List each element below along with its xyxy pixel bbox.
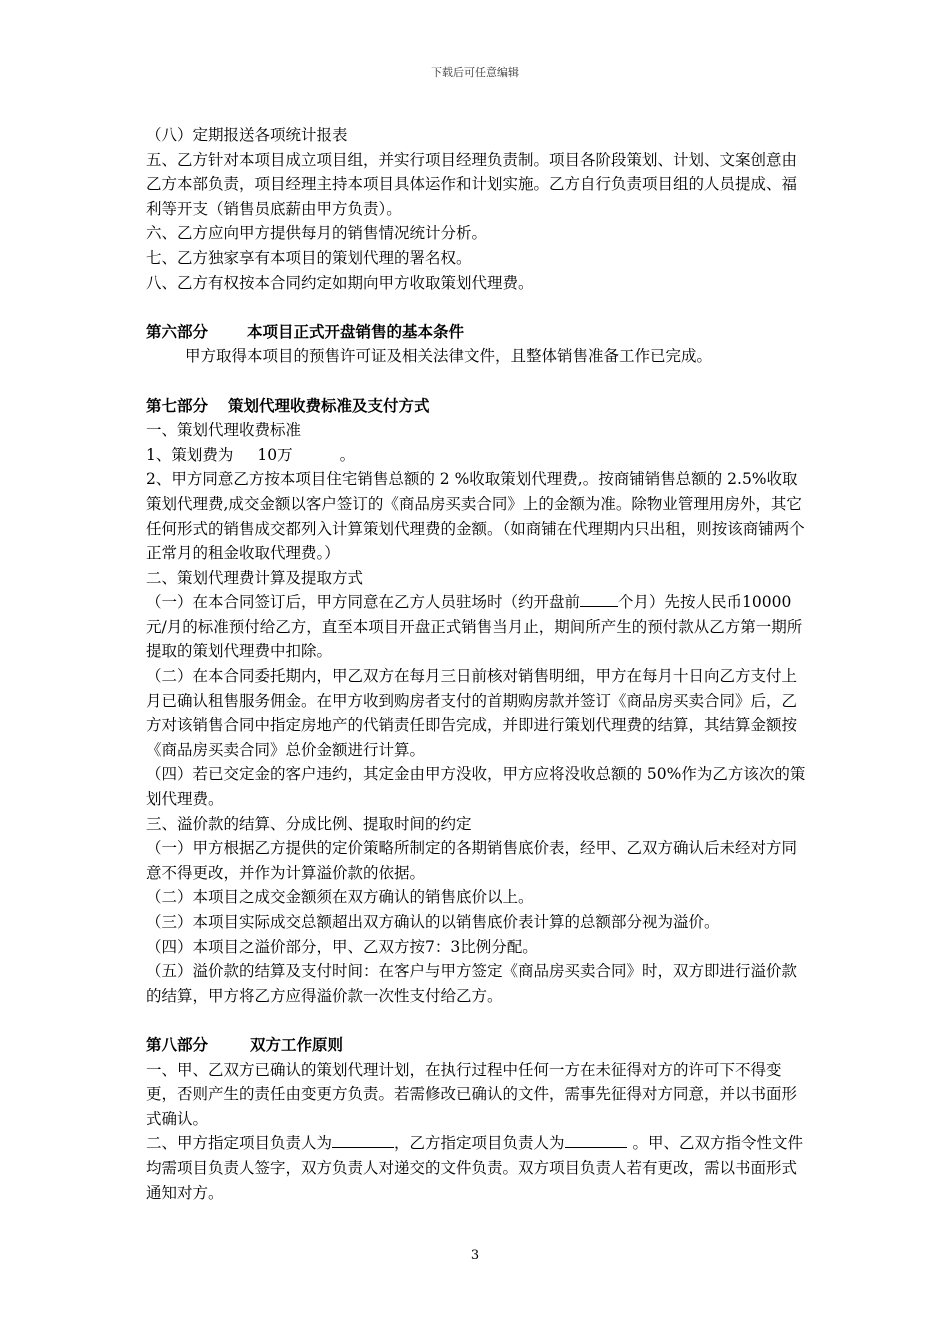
blank-field — [565, 1147, 627, 1148]
paragraph: （四）若已交定金的客户违约，其定金由甲方没收，甲方应将没收总额的 50%作为乙方该次的策划代理费。 — [146, 765, 806, 809]
section-heading-part7: 第七部分 策划代理收费标准及支付方式 — [146, 395, 430, 415]
paragraph: 甲方取得本项目的预售许可证及相关法律文件，且整体销售准备工作已完成。 — [185, 347, 713, 366]
paragraph: 七、乙方独家享有本项目的策划代理的署名权。 — [146, 248, 472, 267]
subheading: 一、策划代理收费标准 — [146, 421, 302, 440]
page-number: 3 — [470, 1248, 480, 1263]
paragraph: （四）本项目之溢价部分，甲、乙双方按7：3比例分配。 — [146, 937, 538, 956]
paragraph: （一）甲方根据乙方提供的定价策略所制定的各期销售底价表，经甲、乙双方确认后未经对方同意不得更改，并作为计算溢价款的依据。 — [146, 839, 798, 882]
section-heading-part6: 第六部分 本项目正式开盘销售的基本条件 — [146, 321, 465, 341]
document-body — [146, 123, 810, 1205]
paragraph: （二）在本合同委托期内，甲乙双方在每月三日前核对销售明细，甲方在每月十日向乙方支付上月已确认租售服务佣金。在甲方收到购房者支付的首期购房款并签订《商品房买卖合同》后，乙方对该销售合同中指定房地产的代销责任即告完成，并即进行策划代理费的结算，其结算金额按《商品房买卖合同》总价金额进行计算。 — [146, 667, 798, 759]
page-header: 下载后可任意编辑 — [431, 66, 519, 79]
paragraph: 八、乙方有权按本合同约定如期向甲方收取策划代理费。 — [146, 273, 534, 292]
paragraph: （八）定期报送各项统计报表 — [146, 126, 348, 144]
paragraph: （三）本项目实际成交总额超出双方确认的以销售底价表计算的总额部分视为溢价。 — [146, 913, 720, 931]
paragraph: （一）在本合同签订后，甲方同意在乙方人员驻场时（约开盘前 个月）先按人民币10000元/月的标准预付给乙方，直至本项目开盘正式销售当月止，期间所产生的预付款从乙方第一期所提取的策划代理费中扣除。 — [146, 593, 803, 661]
blank-field — [332, 1147, 394, 1148]
paragraph: 五、乙方针对本项目成立项目组，并实行项目经理负责制。项目各阶段策划、计划、文案创意由乙方本部负责，项目经理主持本项目具体运作和计划实施。乙方自行负责项目组的人员提成、福利等开支（销售员底薪由甲方负责）。 — [146, 150, 798, 218]
subheading: 二、策划代理费计算及提取方式 — [146, 568, 364, 587]
paragraph: 一、甲、乙双方已确认的策划代理计划，在执行过程中任何一方在未征得对方的许可下不得变更，否则产生的责任由变更方负责。若需修改已确认的文件，需事先征得对方同意，并以书面形式确认。 — [146, 1060, 798, 1128]
paragraph: 二、甲方指定项目负责人为 ，乙方指定项目负责人为 。甲、乙双方指令性文件均需项目负责人签字，双方负责人对递交的文件负责。双方项目负责人若有更改，需以书面形式通知对方。 — [146, 1134, 804, 1202]
subheading: 三、溢价款的结算、分成比例、提取时间的约定 — [146, 814, 472, 833]
paragraph: （二）本项目之成交金额须在双方确认的销售底价以上。 — [146, 888, 534, 907]
paragraph: 六、乙方应向甲方提供每月的销售情况统计分析。 — [146, 224, 488, 243]
paragraph: 2、甲方同意乙方按本项目住宅销售总额的 2 %收取策划代理费,。按商铺销售总额的 2.5%收取策划代理费,成交金额以客户签订的《商品房买卖合同》上的金额为准。除物业管理用房外，其它任何形式的销售成交都列入计算策划代理费的金额。（如商铺在代理期内只出租，则按该商铺两个正常月的租金收取代理费。） — [146, 470, 805, 563]
paragraph: （五）溢价款的结算及支付时间：在客户与甲方签定《商品房买卖合同》时，双方即进行溢价款的结算，甲方将乙方应得溢价款一次性支付给乙方。 — [146, 962, 798, 1005]
section-heading-part8: 第八部分 双方工作原则 — [146, 1034, 344, 1054]
blank-field — [580, 606, 618, 607]
fee-line: 1、策划费为 10万 。 — [146, 445, 356, 464]
